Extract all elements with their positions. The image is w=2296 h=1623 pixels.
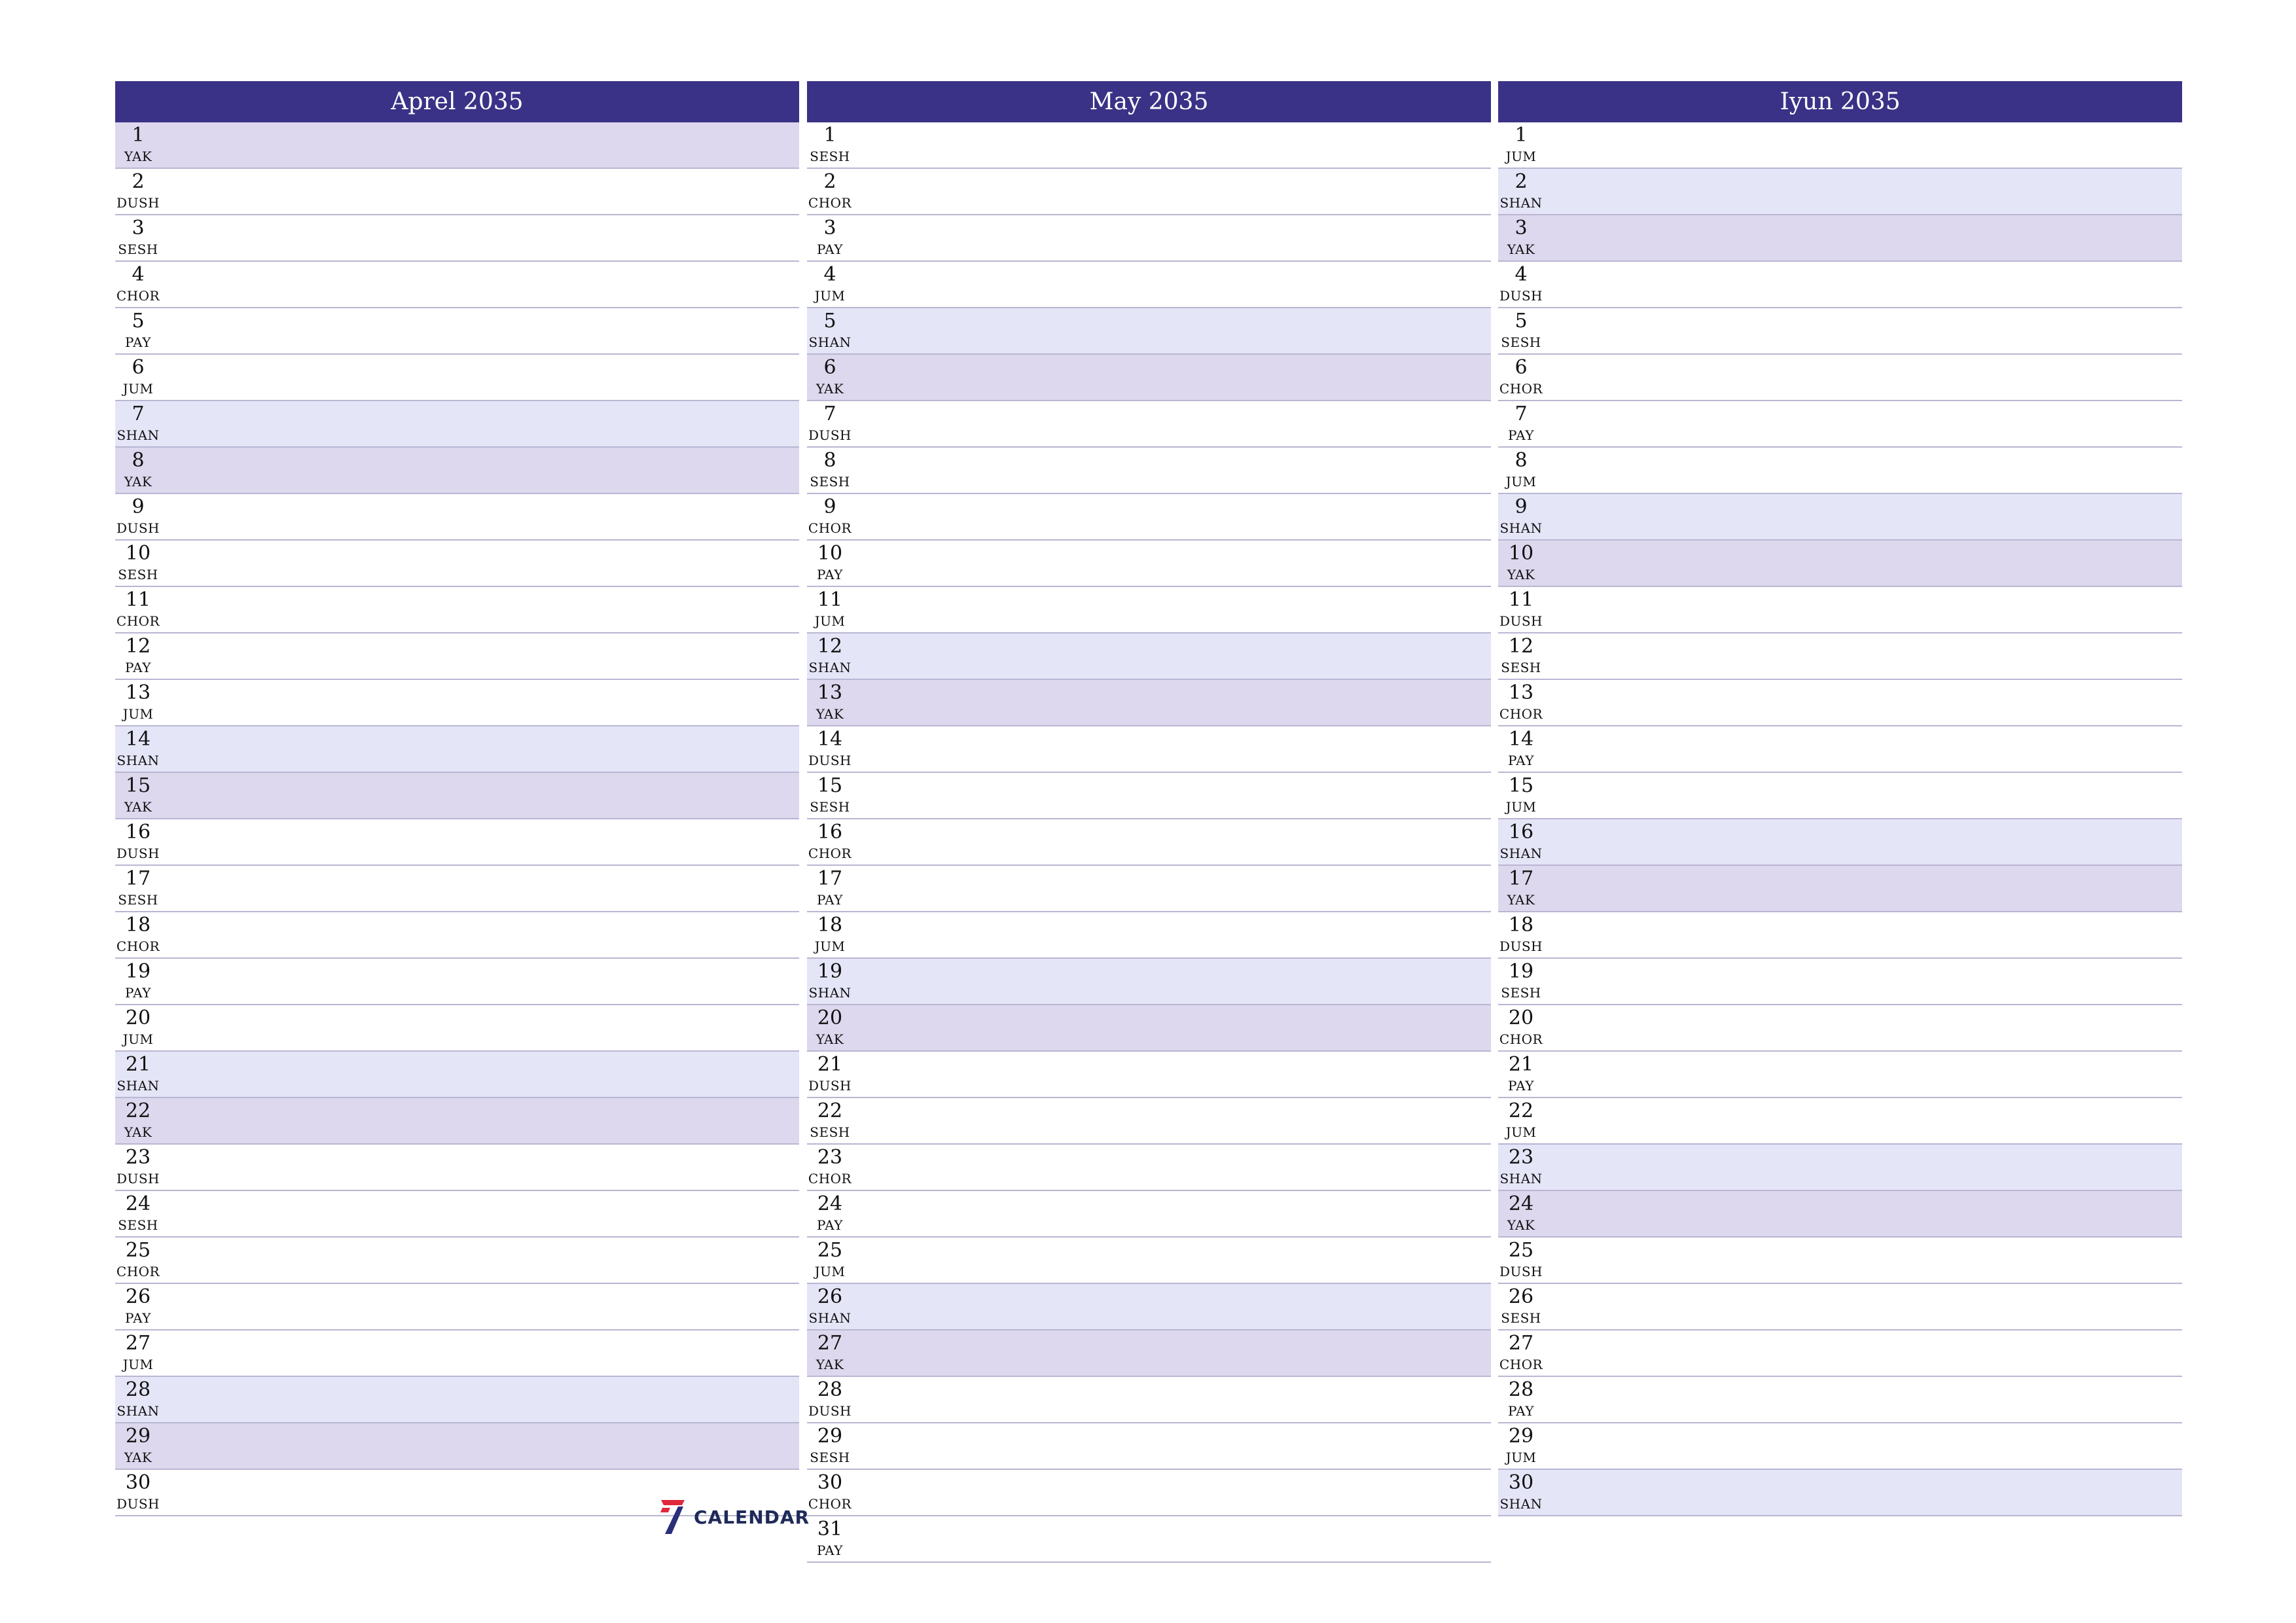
day-number: 13 [1508, 681, 1534, 704]
day-number: 17 [125, 867, 151, 890]
day-number: 24 [1508, 1192, 1534, 1215]
day-number: 2 [1515, 170, 1528, 193]
day-row [807, 773, 1491, 819]
day-number: 19 [125, 960, 151, 983]
weekday-label: CHOR [808, 1171, 852, 1186]
day-row [115, 680, 799, 726]
weekday-label: SESH [1501, 985, 1541, 1001]
day-row [115, 1005, 799, 1052]
weekday-label: JUM [814, 1264, 846, 1279]
day-number: 30 [1508, 1471, 1534, 1494]
weekday-label: JUM [814, 288, 846, 304]
day-row [115, 819, 799, 866]
day-number: 14 [1508, 728, 1534, 751]
day-row [807, 587, 1491, 633]
day-number: 4 [1515, 263, 1528, 286]
weekday-label: PAY [817, 241, 843, 257]
weekday-label: DUSH [116, 1171, 160, 1186]
day-row [807, 448, 1491, 494]
weekday-label: SHAN [808, 1310, 852, 1326]
weekday-label: SHAN [808, 660, 852, 675]
weekday-label: SESH [118, 1217, 158, 1233]
day-number: 5 [132, 310, 145, 332]
day-number: 4 [823, 263, 836, 286]
day-row [1498, 773, 2182, 819]
weekday-label: SHAN [117, 1403, 160, 1419]
weekday-label: JUM [122, 1031, 154, 1047]
day-number: 23 [817, 1146, 843, 1169]
weekday-label: SHAN [117, 753, 160, 768]
weekday-label: JUM [122, 381, 154, 397]
weekday-label: DUSH [808, 753, 852, 768]
weekday-label: SESH [810, 149, 850, 164]
day-number: 26 [817, 1285, 843, 1308]
day-number: 7 [132, 402, 145, 425]
day-row [807, 262, 1491, 308]
day-number: 1 [823, 124, 836, 147]
day-row [807, 1238, 1491, 1284]
day-row [807, 819, 1491, 866]
day-row [1498, 494, 2182, 541]
weekday-label: JUM [1505, 474, 1537, 490]
day-row [807, 541, 1491, 587]
day-row [807, 1145, 1491, 1191]
month-title: Iyun 2035 [1498, 81, 2182, 122]
weekday-label: PAY [817, 1217, 843, 1233]
day-row [115, 959, 799, 1005]
day-number: 1 [1515, 124, 1528, 147]
weekday-label: YAK [816, 381, 844, 397]
day-number: 2 [132, 170, 145, 193]
day-row [1498, 1377, 2182, 1423]
day-row [807, 1423, 1491, 1470]
day-number: 21 [1508, 1053, 1534, 1076]
day-number: 9 [132, 495, 145, 518]
day-row [115, 1098, 799, 1145]
weekday-label: YAK [124, 799, 152, 815]
weekday-label: CHOR [808, 1496, 852, 1512]
day-number: 3 [132, 217, 145, 240]
weekday-label: DUSH [1499, 1264, 1543, 1279]
month-column [115, 81, 799, 1516]
day-row [115, 587, 799, 633]
day-number: 9 [823, 495, 836, 518]
calendar-logo [660, 1499, 810, 1535]
day-row [807, 633, 1491, 680]
day-row [807, 1470, 1491, 1516]
weekday-label: CHOR [808, 195, 852, 211]
day-row [1498, 1284, 2182, 1330]
day-row [1498, 541, 2182, 587]
weekday-label: CHOR [1499, 1031, 1543, 1047]
day-number: 28 [125, 1378, 151, 1401]
calendar-7-logo-icon [660, 1499, 686, 1535]
day-row [115, 1191, 799, 1238]
day-row [807, 912, 1491, 959]
day-number: 19 [817, 960, 843, 983]
weekday-label: CHOR [116, 613, 160, 629]
day-row [115, 262, 799, 308]
weekday-label: JUM [1505, 149, 1537, 164]
day-row [1498, 169, 2182, 215]
weekday-label: YAK [816, 706, 844, 722]
weekday-label: DUSH [808, 1078, 852, 1094]
day-row [1498, 1145, 2182, 1191]
weekday-label: PAY [1508, 1403, 1534, 1419]
weekday-label: DUSH [116, 195, 160, 211]
day-row [807, 122, 1491, 169]
day-number: 13 [125, 681, 151, 704]
weekday-label: PAY [817, 567, 843, 582]
day-row [807, 308, 1491, 355]
weekday-label: PAY [125, 985, 151, 1001]
day-row [807, 1516, 1491, 1563]
weekday-label: SESH [118, 241, 158, 257]
weekday-label: DUSH [116, 520, 160, 536]
weekday-label: SHAN [117, 1078, 160, 1094]
day-row [1498, 633, 2182, 680]
day-row [115, 355, 799, 401]
weekday-label: SESH [810, 799, 850, 815]
day-row [1498, 680, 2182, 726]
day-row [115, 912, 799, 959]
day-row [1498, 448, 2182, 494]
day-number: 20 [125, 1007, 151, 1029]
day-number: 29 [1508, 1425, 1534, 1448]
day-number: 10 [1508, 542, 1534, 565]
day-number: 5 [1515, 310, 1528, 332]
day-number: 1 [132, 124, 145, 147]
day-number: 13 [817, 681, 843, 704]
weekday-label: YAK [124, 1450, 152, 1465]
day-number: 15 [125, 774, 151, 797]
weekday-label: YAK [1507, 1217, 1535, 1233]
weekday-label: YAK [1507, 241, 1535, 257]
weekday-label: YAK [124, 149, 152, 164]
weekday-label: DUSH [116, 846, 160, 861]
month-title: May 2035 [807, 81, 1491, 122]
day-row [807, 215, 1491, 262]
weekday-label: PAY [125, 334, 151, 350]
day-number: 2 [823, 170, 836, 193]
weekday-label: DUSH [808, 427, 852, 443]
weekday-label: YAK [1507, 567, 1535, 582]
weekday-label: CHOR [1499, 1357, 1543, 1372]
weekday-label: CHOR [116, 938, 160, 954]
day-number: 27 [817, 1332, 843, 1355]
day-number: 4 [132, 263, 145, 286]
day-number: 26 [125, 1285, 151, 1308]
weekday-label: PAY [817, 1543, 843, 1558]
day-number: 19 [1508, 960, 1534, 983]
day-number: 27 [125, 1332, 151, 1355]
weekday-label: YAK [816, 1031, 844, 1047]
day-row [1498, 587, 2182, 633]
weekday-label: SESH [1501, 660, 1541, 675]
day-row [115, 1423, 799, 1470]
weekday-label: YAK [816, 1357, 844, 1372]
day-row [807, 726, 1491, 773]
day-row [1498, 819, 2182, 866]
day-number: 25 [1508, 1239, 1534, 1262]
day-number: 21 [125, 1053, 151, 1076]
day-row [807, 1377, 1491, 1423]
weekday-label: PAY [817, 892, 843, 908]
day-row [1498, 262, 2182, 308]
weekday-label: JUM [814, 938, 846, 954]
day-number: 5 [823, 310, 836, 332]
weekday-label: SHAN [1499, 1496, 1543, 1512]
day-row [115, 633, 799, 680]
weekday-label: CHOR [116, 1264, 160, 1279]
day-row [1498, 959, 2182, 1005]
weekday-label: SHAN [1499, 520, 1543, 536]
day-row [115, 1145, 799, 1191]
weekday-label: SESH [118, 892, 158, 908]
weekday-label: YAK [124, 1124, 152, 1140]
weekday-label: PAY [1508, 753, 1534, 768]
day-number: 7 [1515, 402, 1528, 425]
day-number: 28 [1508, 1378, 1534, 1401]
day-number: 11 [125, 588, 151, 611]
day-number: 20 [1508, 1007, 1534, 1029]
weekday-label: SESH [810, 1450, 850, 1465]
day-row [115, 773, 799, 819]
weekday-label: SHAN [808, 334, 852, 350]
weekday-label: SESH [810, 474, 850, 490]
day-row [1498, 912, 2182, 959]
day-row [115, 308, 799, 355]
weekday-label: CHOR [1499, 706, 1543, 722]
day-number: 8 [823, 449, 836, 472]
day-number: 16 [125, 821, 151, 844]
day-row [1498, 1423, 2182, 1470]
day-row [807, 169, 1491, 215]
weekday-label: SESH [118, 567, 158, 582]
day-row [115, 401, 799, 448]
day-number: 18 [1508, 914, 1534, 936]
day-row [115, 866, 799, 912]
weekday-label: SHAN [1499, 846, 1543, 861]
day-row [807, 959, 1491, 1005]
day-number: 12 [125, 635, 151, 658]
day-row [1498, 1470, 2182, 1516]
day-row [1498, 1191, 2182, 1238]
day-row [807, 1191, 1491, 1238]
day-row [807, 355, 1491, 401]
weekday-label: DUSH [1499, 613, 1543, 629]
day-row [115, 1238, 799, 1284]
day-row [1498, 1330, 2182, 1377]
day-number: 8 [132, 449, 145, 472]
day-row [807, 680, 1491, 726]
day-number: 30 [125, 1471, 151, 1494]
day-row [115, 448, 799, 494]
day-number: 24 [125, 1192, 151, 1215]
weekday-label: JUM [1505, 1124, 1537, 1140]
day-number: 7 [823, 402, 836, 425]
day-number: 18 [817, 914, 843, 936]
weekday-label: JUM [814, 613, 846, 629]
weekday-label: SHAN [1499, 195, 1543, 211]
weekday-label: SHAN [808, 985, 852, 1001]
weekday-label: SHAN [117, 427, 160, 443]
day-row [1498, 401, 2182, 448]
day-row [1498, 215, 2182, 262]
day-row [115, 494, 799, 541]
day-row [807, 1330, 1491, 1377]
day-row [807, 866, 1491, 912]
month-column [1498, 81, 2182, 1516]
day-number: 22 [1508, 1099, 1534, 1122]
day-number: 3 [1515, 217, 1528, 240]
weekday-label: JUM [122, 706, 154, 722]
day-number: 25 [817, 1239, 843, 1262]
day-row [115, 169, 799, 215]
day-number: 18 [125, 914, 151, 936]
day-number: 17 [1508, 867, 1534, 890]
weekday-label: YAK [1507, 892, 1535, 908]
day-row [115, 1377, 799, 1423]
weekday-label: CHOR [1499, 381, 1543, 397]
day-number: 15 [817, 774, 843, 797]
day-number: 3 [823, 217, 836, 240]
month-column [807, 81, 1491, 1563]
day-number: 29 [817, 1425, 843, 1448]
day-row [115, 726, 799, 773]
day-row [1498, 866, 2182, 912]
weekday-label: PAY [1508, 427, 1534, 443]
day-number: 6 [823, 356, 836, 379]
day-row [115, 1284, 799, 1330]
day-number: 31 [817, 1518, 843, 1541]
weekday-label: SHAN [1499, 1171, 1543, 1186]
day-number: 8 [1515, 449, 1528, 472]
day-row [807, 401, 1491, 448]
day-row [1498, 1238, 2182, 1284]
day-number: 16 [1508, 821, 1534, 844]
day-number: 15 [1508, 774, 1534, 797]
day-number: 21 [817, 1053, 843, 1076]
day-number: 22 [125, 1099, 151, 1122]
day-row [1498, 308, 2182, 355]
day-number: 28 [817, 1378, 843, 1401]
day-number: 23 [125, 1146, 151, 1169]
day-row [807, 1098, 1491, 1145]
weekday-label: JUM [1505, 1450, 1537, 1465]
weekday-label: PAY [125, 1310, 151, 1326]
day-number: 6 [132, 356, 145, 379]
day-number: 27 [1508, 1332, 1534, 1355]
weekday-label: DUSH [1499, 938, 1543, 954]
day-row [1498, 1052, 2182, 1098]
day-number: 26 [1508, 1285, 1534, 1308]
day-row [1498, 726, 2182, 773]
day-number: 25 [125, 1239, 151, 1262]
day-number: 14 [817, 728, 843, 751]
day-row [807, 1284, 1491, 1330]
day-number: 10 [125, 542, 151, 565]
weekday-label: PAY [1508, 1078, 1534, 1094]
weekday-label: SESH [1501, 334, 1541, 350]
weekday-label: DUSH [1499, 288, 1543, 304]
weekday-label: CHOR [808, 520, 852, 536]
weekday-label: PAY [125, 660, 151, 675]
day-row [115, 1052, 799, 1098]
day-number: 11 [817, 588, 843, 611]
day-number: 30 [817, 1471, 843, 1494]
weekday-label: SESH [810, 1124, 850, 1140]
day-row [1498, 355, 2182, 401]
day-number: 10 [817, 542, 843, 565]
day-number: 12 [1508, 635, 1534, 658]
day-row [115, 122, 799, 169]
weekday-label: DUSH [116, 1496, 160, 1512]
weekday-label: YAK [124, 474, 152, 490]
day-row [807, 1005, 1491, 1052]
day-row [1498, 1098, 2182, 1145]
day-number: 9 [1515, 495, 1528, 518]
day-number: 29 [125, 1425, 151, 1448]
day-number: 6 [1515, 356, 1528, 379]
weekday-label: SESH [1501, 1310, 1541, 1326]
day-number: 22 [817, 1099, 843, 1122]
day-number: 17 [817, 867, 843, 890]
day-number: 11 [1508, 588, 1534, 611]
weekday-label: JUM [1505, 799, 1537, 815]
day-row [1498, 1005, 2182, 1052]
weekday-label: CHOR [808, 846, 852, 861]
month-title: Aprel 2035 [115, 81, 799, 122]
day-row [807, 1052, 1491, 1098]
day-row [115, 215, 799, 262]
day-row [115, 541, 799, 587]
weekday-label: JUM [122, 1357, 154, 1372]
day-row [807, 494, 1491, 541]
day-number: 24 [817, 1192, 843, 1215]
weekday-label: CHOR [116, 288, 160, 304]
day-number: 14 [125, 728, 151, 751]
day-row [1498, 122, 2182, 169]
weekday-label: DUSH [808, 1403, 852, 1419]
day-number: 23 [1508, 1146, 1534, 1169]
day-number: 12 [817, 635, 843, 658]
day-number: 16 [817, 821, 843, 844]
day-number: 20 [817, 1007, 843, 1029]
logo-text: CALENDAR [694, 1506, 810, 1528]
day-row [115, 1330, 799, 1377]
